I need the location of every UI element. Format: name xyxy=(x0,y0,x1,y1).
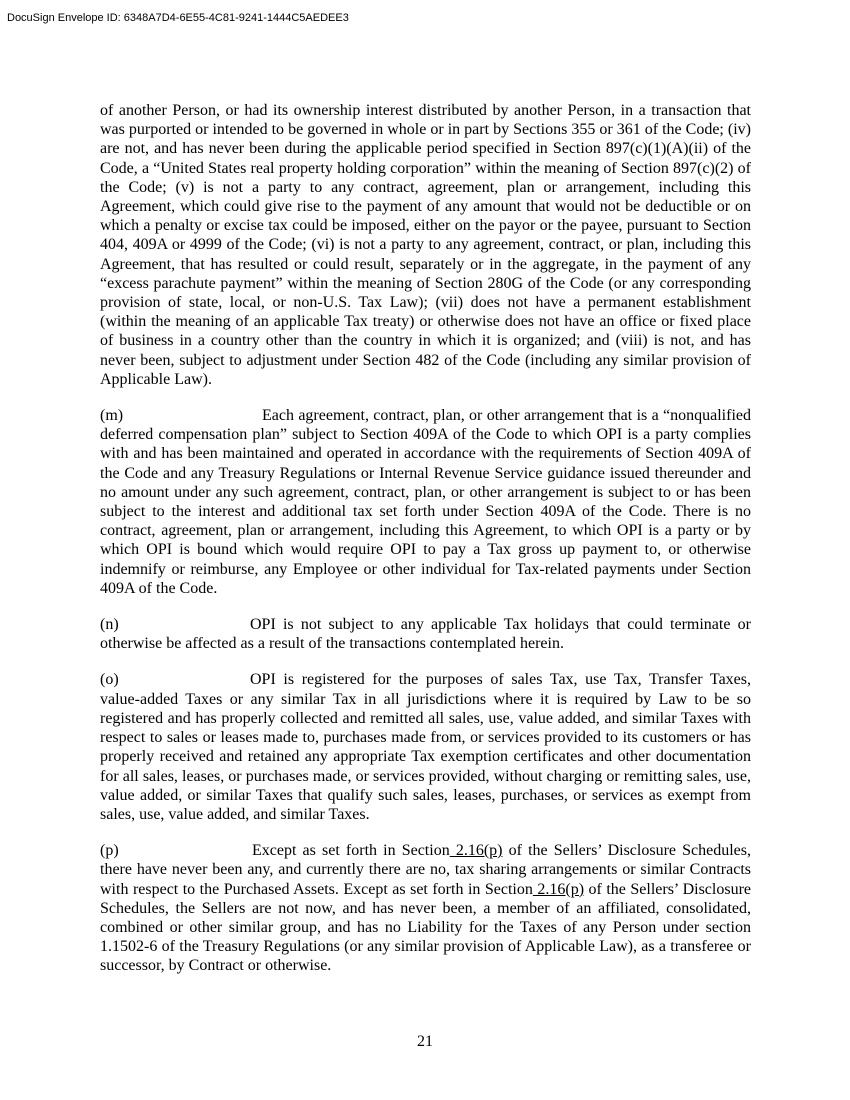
section-p xyxy=(100,841,751,975)
page-number: 21 xyxy=(417,1033,433,1050)
section-o-label: (o) xyxy=(100,671,119,689)
section-p-text-1: Except as set forth in Section xyxy=(252,842,450,860)
section-p-reference-2: 2.16(p) xyxy=(532,880,585,898)
continuation-paragraph: of another Person, or had its ownership interest distributed by another Person, in a transaction that was purported or intended to be governed in whole or in part by Sections 355 or 361 of the Code; (iv) are not, and has never been during the applicable period specified in Section 897(c)(1)(A)(ii) of the Code, a “United States real property holding corporation” within the meaning of Section 897(c)(2) of the Code; (v) is not a party to any contract, agreement, plan or arrangement, including this Agreement, which could give rise to the payment of any amount that would not be deductible or on which a penalty or excise tax could be imposed, either on the payor or the payee, pursuant to Section 404, 409A or 4999 of the Code; (vi) is not a party to any agreement, contract, or plan, including this Agreement, that has resulted or could result, separately or in the aggregate, in the payment of any “excess parachute payment” within the meaning of Section 280G of the Code (or any corresponding provision of state, local, or non-U.S. Tax Law); (vii) does not have a permanent establishment (within the meaning of an applicable Tax treaty) or otherwise does not have an office or fixed place of business in a country other than the country in which it is organized; and (viii) is not, and has never been, subject to adjustment under Section 482 of the Code (including any similar provision of Applicable Law). xyxy=(100,102,751,388)
section-p-text-2: of the Sellers’ Disclosure Schedules, there have never been any, and currently there are no, tax sharing arrangements or similar Contracts with respect to the Purchased Assets. Except as set forth in Section xyxy=(100,842,752,898)
section-p-reference-1: 2.16(p) xyxy=(449,842,503,860)
document-body xyxy=(100,101,751,993)
section-p-text-3: of the Sellers’ Disclosure Schedules, the Sellers are not now, and has never been, a member of an affiliated, consolidated, combined or other similar group, and has no Liability for the Taxes of any Person under section 1.1502-6 of the Treasury Regulations (or any similar provision of Applicable Law), as a transferee or successor, by Contract or otherwise. xyxy=(100,880,751,975)
section-n xyxy=(100,615,751,653)
section-m xyxy=(100,406,751,598)
docusign-envelope-id: DocuSign Envelope ID: 6348A7D4-6E55-4C81-9241-1444C5AEDEE3 xyxy=(7,12,349,24)
section-o-text: OPI is registered for the purposes of sales Tax, use Tax, Transfer Taxes, value-added Taxes or any similar Tax in all jurisdictions where it is required by Law to be so registered and has properly collected and remitted all sales, use, value added, and similar Taxes with respect to sales or leases made to, purchases made from, or services provided to its customers or has properly received and retained any appropriate Tax exemption certificates and other documentation for all sales, leases, or purchases made, or services provided, without charging or remitting sales, use, value added, or similar Taxes that qualify such sales, leases, purchases, or services as exempt from sales, use, value added, and similar Taxes. xyxy=(100,671,751,823)
section-m-label: (m) xyxy=(100,407,124,425)
section-m-text: Each agreement, contract, plan, or other arrangement that is a “nonqualified deferred compensation plan” subject to Section 409A of the Code to which OPI is a party complies with and has been maintained and operated in accordance with the requirements of Section 409A of the Code and any Treasury Regulations or Internal Revenue Service guidance issued thereunder and no amount under any such agreement, contract, plan, or other arrangement is subject to or has been subject to the interest and additional tax set forth under Section 409A of the Code. There is no contract, agreement, plan or arrangement, including this Agreement, to which OPI is a party or by which OPI is bound which would require OPI to pay a Tax gross up payment to, or otherwise indemnify or reimburse, any Employee or other individual for Tax-related payments under Section 409A of the Code. xyxy=(100,407,751,597)
section-n-label: (n) xyxy=(100,616,119,634)
section-p-label: (p) xyxy=(100,842,119,860)
section-o xyxy=(100,670,751,824)
section-n-text: OPI is not subject to any applicable Tax holidays that could terminate or otherwise be affected as a result of the transactions contemplated herein. xyxy=(100,616,751,653)
